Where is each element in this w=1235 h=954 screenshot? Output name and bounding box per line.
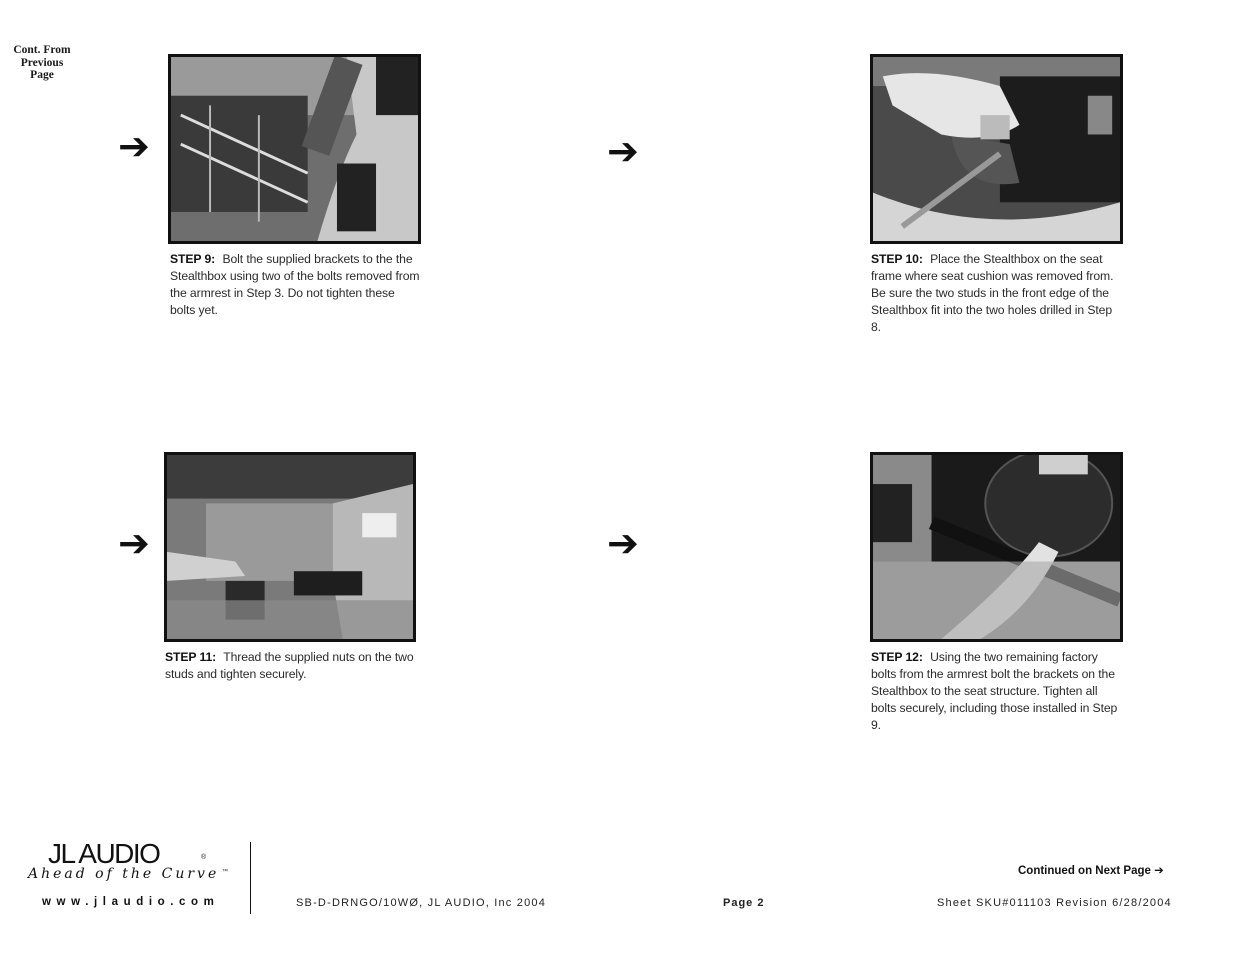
footer-divider [250, 842, 251, 914]
step-9-arrow-icon: ➔ [118, 126, 150, 168]
continued-from-previous-note: Cont. From Previous Page [13, 44, 71, 81]
step-11-text: Thread the supplied nuts on the two studs and tighten securely. [165, 650, 414, 681]
step-12-text: Using the two remaining factory bolts from the armrest bolt the brackets on the Stealthbox to the seat structure. Tighten all bolts securely, including those installed in Step 9. [871, 650, 1118, 732]
step-10-label: STEP 10: [871, 252, 923, 266]
step-12-photo [870, 452, 1123, 642]
logo-tagline: Ahead of the Curve [28, 866, 220, 882]
step-12-caption [871, 649, 1123, 734]
step-12-arrow-icon: ➔ [607, 523, 639, 565]
step-9-caption [170, 251, 422, 319]
jl-audio-logo: JL AUDIO [48, 838, 160, 869]
step-9-photo [168, 54, 421, 244]
step-12-label: STEP 12: [871, 650, 923, 664]
step-10-caption [871, 251, 1123, 336]
step-9-label: STEP 9: [170, 252, 216, 266]
continued-next-page: Continued on Next Page ➔ [1018, 865, 1164, 877]
sku-revision: Sheet SKU#011103 Revision 6/28/2004 [937, 897, 1172, 909]
step-10-arrow-icon: ➔ [607, 131, 639, 173]
registered-mark: ® [201, 854, 207, 861]
step-10-photo [870, 54, 1123, 244]
step-11-label: STEP 11: [165, 650, 217, 664]
step-11-arrow-icon: ➔ [118, 523, 150, 565]
website-url: www.jlaudio.com [42, 896, 220, 908]
trademark-mark: ™ [222, 869, 228, 875]
step-11-caption [165, 649, 417, 683]
step-11-photo [164, 452, 416, 642]
page-number: Page 2 [723, 897, 765, 909]
step-9-text: Bolt the supplied brackets to the the Stealthbox using two of the bolts removed from the armrest in Step 3. Do not tighten these bolts yet. [170, 252, 420, 317]
step-10-text: Place the Stealthbox on the seat frame where seat cushion was removed from. Be sure the two studs in the front edge of the Stealthbox fit into the two holes drilled in Step 8. [871, 252, 1114, 334]
document-code: SB-D-DRNGO/10WØ, JL AUDIO, Inc 2004 [296, 897, 547, 909]
